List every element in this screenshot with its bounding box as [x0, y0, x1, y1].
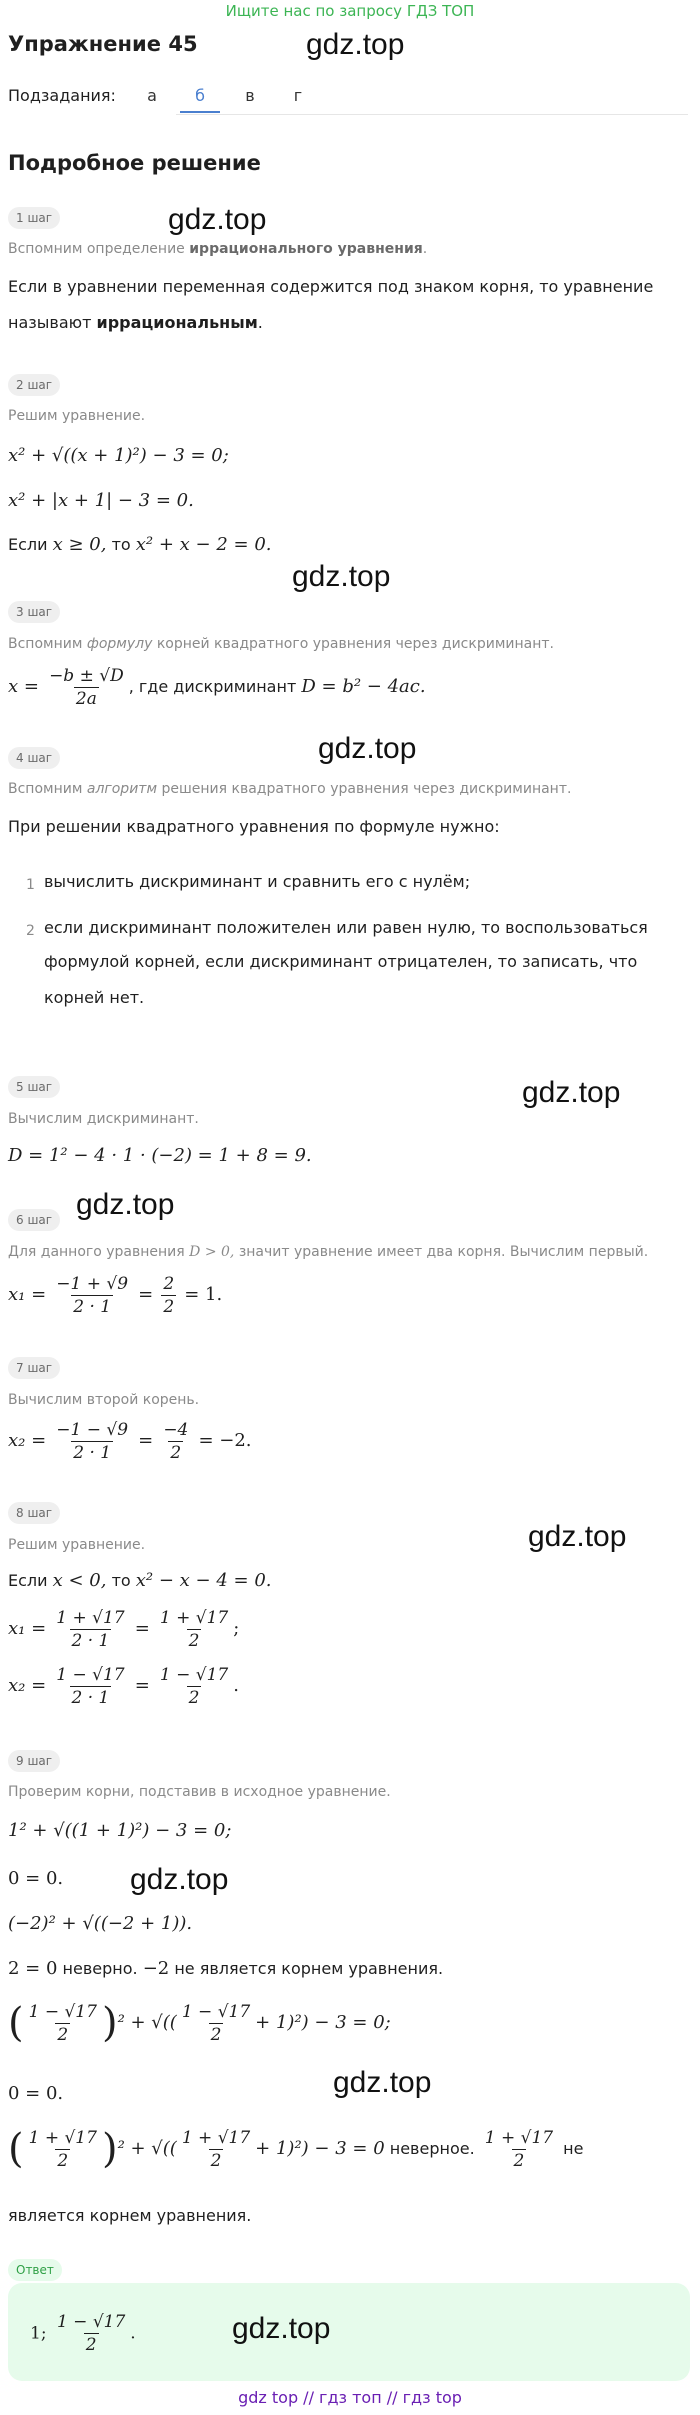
step-note: Решим уравнение. — [8, 408, 146, 424]
footer-link[interactable]: gdz top — [238, 2388, 299, 2407]
list-item: 1 вычислить дискриминант и сравнить его с нулём; — [26, 872, 471, 893]
step-note: Вспомним формулу корней квадратного уравнения через дискриминант. — [8, 636, 554, 652]
step-badge: 8 шаг — [8, 1502, 60, 1524]
definition-line: Если в уравнении переменная содержится под знаком корня, то уравнение — [8, 277, 654, 296]
answer-value: 1; $\frac{1 - √17}{2}$ . — [30, 2312, 136, 2355]
definition-line: называют иррациональным. — [8, 313, 263, 332]
tabs-divider — [176, 114, 688, 115]
watermark: gdz.top — [168, 203, 267, 236]
tab-a[interactable]: а — [147, 86, 157, 105]
step-note: Для данного уравнения D > 0, значит уравнение имеет два корня. Вычислим первый. — [8, 1244, 649, 1260]
equation: 0 = 0. — [8, 1868, 64, 1889]
root-formula: x₂ = $\frac{-1 - √9}{2 \cdot 1}$ = $\frac{-4}{2}$ = −2. — [8, 1420, 252, 1463]
step-badge: 2 шаг — [8, 374, 60, 396]
top-banner[interactable]: Ищите нас по запросу ГДЗ ТОП — [225, 2, 475, 20]
step-note: Вычислим второй корень. — [8, 1392, 200, 1408]
root-formula: x₁ = $\frac{-1 + √9}{2 \cdot 1}$ = $\frac{2}{2}$ = 1. — [8, 1274, 223, 1317]
step-badge: 4 шаг — [8, 747, 60, 769]
verification-equation: ( $\frac{1 + √17}{2}$ )² + √(( $\frac{1 + √17}{2}$ + 1)²) − 3 = 0 неверное. $\frac{1 + √17}{2}$ не — [8, 2126, 584, 2172]
subtasks-label: Подзадания: — [8, 86, 116, 105]
bottom-links — [0, 2388, 700, 2407]
algorithm-intro: При решении квадратного уравнения по формуле нужно: — [8, 817, 500, 836]
watermark: gdz.top — [76, 1188, 175, 1221]
step-note: Вспомним алгоритм решения квадратного уравнения через дискриминант. — [8, 781, 572, 797]
equation: D = 1² − 4 · 1 · (−2) = 1 + 8 = 9. — [8, 1145, 312, 1166]
tab-b[interactable]: б — [195, 86, 205, 105]
step-badge: 5 шаг — [8, 1076, 60, 1098]
equation: x² + √((x + 1)²) − 3 = 0; — [8, 445, 229, 466]
step-note: Проверим корни, подставив в исходное уравнение. — [8, 1784, 391, 1800]
active-tab-underline — [180, 111, 220, 113]
step-badge: 9 шаг — [8, 1750, 60, 1772]
equation: x² + |x + 1| − 3 = 0. — [8, 490, 194, 511]
link-separator: // — [381, 2388, 403, 2407]
equation: (−2)² + √((−2 + 1)). — [8, 1913, 193, 1934]
watermark: gdz.top — [318, 732, 417, 765]
verification-line: 2 = 0 неверно. −2 не является корнем уравнения. — [8, 1958, 444, 1979]
watermark: gdz.top — [292, 560, 391, 593]
list-item-continued: формулой корней, если дискриминант отрицателен, то записать, что — [44, 952, 638, 971]
equation-line: Если x ≥ 0, то x² + x − 2 = 0. — [8, 534, 272, 555]
step-badge: 7 шаг — [8, 1357, 60, 1379]
condition-line: Если x < 0, то x² − x − 4 = 0. — [8, 1570, 272, 1591]
formula-line: x = $\frac{-b \pm √D}{2a}$ , где дискриминант D = b² − 4ac. — [8, 666, 426, 709]
step-badge: 3 шаг — [8, 601, 60, 623]
list-item-continued: корней нет. — [44, 988, 145, 1007]
section-title: Подробное решение — [8, 151, 261, 175]
watermark: gdz.top — [306, 28, 405, 61]
equation: 1² + √((1 + 1)²) − 3 = 0; — [8, 1820, 232, 1841]
verification-equation: ( $\frac{1 - √17}{2}$ )² + √(( $\frac{1 - √17}{2}$ + 1)²) − 3 = 0; — [8, 2000, 391, 2046]
root-formula: x₂ = $\frac{1 - √17}{2 \cdot 1}$ = $\frac{1 - √17}{2}$ . — [8, 1665, 239, 1708]
step-note: Вычислим дискриминант. — [8, 1111, 199, 1127]
page-title: Упражнение 45 — [8, 32, 198, 56]
step-badge: 1 шаг — [8, 207, 60, 229]
watermark: gdz.top — [528, 1520, 627, 1553]
step-note: Вспомним определение иррационального уравнения. — [8, 241, 428, 257]
verification-line: является корнем уравнения. — [8, 2206, 252, 2225]
watermark: gdz.top — [333, 2066, 432, 2099]
watermark: gdz.top — [130, 1863, 229, 1896]
watermark: gdz.top — [232, 2312, 331, 2345]
step-badge: 6 шаг — [8, 1209, 60, 1231]
link-separator: // — [298, 2388, 320, 2407]
answer-badge: Ответ — [8, 2259, 62, 2281]
watermark: gdz.top — [522, 1076, 621, 1109]
root-formula: x₁ = $\frac{1 + √17}{2 \cdot 1}$ = $\frac{1 + √17}{2}$ ; — [8, 1608, 240, 1651]
list-item: 2 если дискриминант положителен или равен нулю, то воспользоваться — [26, 918, 648, 939]
footer-link[interactable]: гдз топ — [319, 2388, 382, 2407]
tab-v[interactable]: в — [245, 86, 255, 105]
tab-g[interactable]: г — [293, 86, 303, 105]
footer-link[interactable]: гдз top — [402, 2388, 462, 2407]
equation: 0 = 0. — [8, 2083, 64, 2104]
step-note: Решим уравнение. — [8, 1537, 146, 1553]
